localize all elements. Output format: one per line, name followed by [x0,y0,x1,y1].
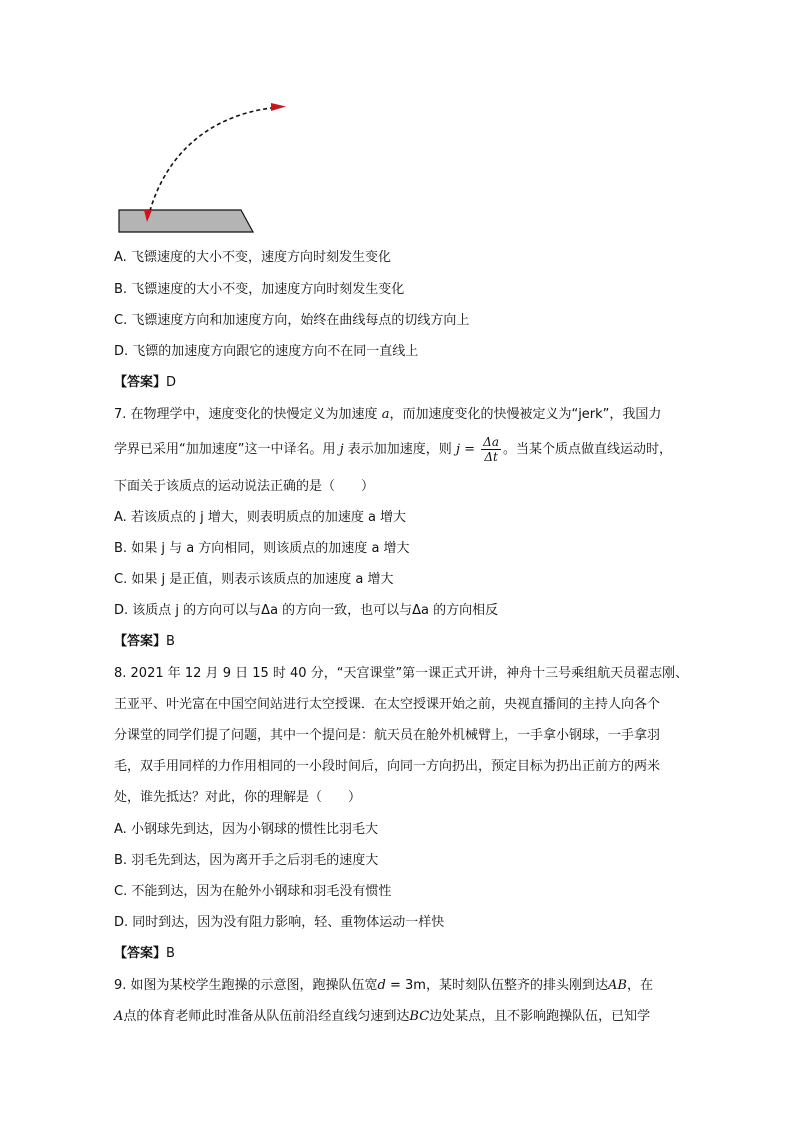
q7-answer: 【答案】B [114,634,175,649]
q9-stem-line2: A点的体育老师此时准备从队伍前沿经直线匀速到达BC边处某点，且不影响跑操队伍，已知学 [114,1009,651,1024]
q7-stem-line3: 下面关于该质点的运动说法正确的是（ ） [114,479,375,494]
q7-option-b: B. 如果 j 与 a 方向相同，则该质点的加速度 a 增大 [114,541,410,556]
q9-stem-line1: 9. 如图为某校学生跑操的示意图，跑操队伍宽d = 3m，某时刻队伍整齐的排头刚到达AB，在 [114,978,653,993]
q8-option-c: C. 不能到达，因为在舱外小钢球和羽毛没有惯性 [114,884,392,899]
q7-option-c: C. 如果 j 是正值，则表示该质点的加速度 a 增大 [114,572,394,587]
q6-option-d: D. 飞镖的加速度方向跟它的速度方向不在同一直线上 [114,344,419,359]
dartboard-slab [119,210,253,232]
q6-option-c: C. 飞镖速度方向和加速度方向，始终在曲线每点的切线方向上 [114,313,470,328]
q7-stem-line1: 7. 在物理学中，速度变化的快慢定义为加速度 a，而加速度变化的快慢被定义为“jerk”，我国力 [114,407,662,422]
q8-stem-line5: 处，谁先抵达？对此，你的理解是（ ） [114,790,362,805]
q6-option-a: A. 飞镖速度的大小不变，速度方向时刻发生变化 [114,250,391,265]
q8-stem-line2: 王亚平、叶光富在中国空间站进行太空授课．在太空授课开始之前，央视直播间的主持人向各个 [114,697,661,712]
q8-option-a: A. 小钢球先到达，因为小钢球的惯性比羽毛大 [114,822,378,837]
q8-stem-line1: 8. 2021 年 12 月 9 日 15 时 40 分，“天宫课堂”第一课正式开讲，神舟十三号乘组航天员翟志刚、 [114,666,689,681]
jerk-formula: $\frac{\Delta a}{\Delta t}$ [483,435,499,464]
trajectory-curve [148,107,281,218]
q8-option-d: D. 同时到达，因为没有阻力影响，轻、重物体运动一样快 [114,915,445,930]
q6-answer: 【答案】D [114,375,177,390]
q6-option-b: B. 飞镖速度的大小不变，加速度方向时刻发生变化 [114,282,405,297]
start-arrow [271,103,286,111]
q7-option-a: A. 若该质点的 j 增大，则表明质点的加速度 a 增大 [114,510,407,525]
q8-stem-line3: 分课堂的同学们提了问题，其中一个提问是：航天员在舱外机械臂上，一手拿小钢球，一手拿羽 [114,728,661,743]
q8-option-b: B. 羽毛先到达，因为离开手之后羽毛的速度大 [114,853,379,868]
q8-answer: 【答案】B [114,946,175,961]
q7-stem-line2: 学界已采用“加加速度”这一中译名。用 j 表示加加速度，则 j = $\frac{\Delta a}{\Delta t}$ 。当某个质点做直线运动时， [114,435,672,464]
q8-stem-line4: 毛，双手用同样的力作用相同的一小段时间后，向同一方向扔出，预定目标为扔出正前方的两米 [114,759,661,774]
formula-lhs: j = [455,442,476,457]
q7-option-d: D. 该质点 j 的方向可以与Δa 的方向一致，也可以与Δa 的方向相反 [114,603,499,618]
